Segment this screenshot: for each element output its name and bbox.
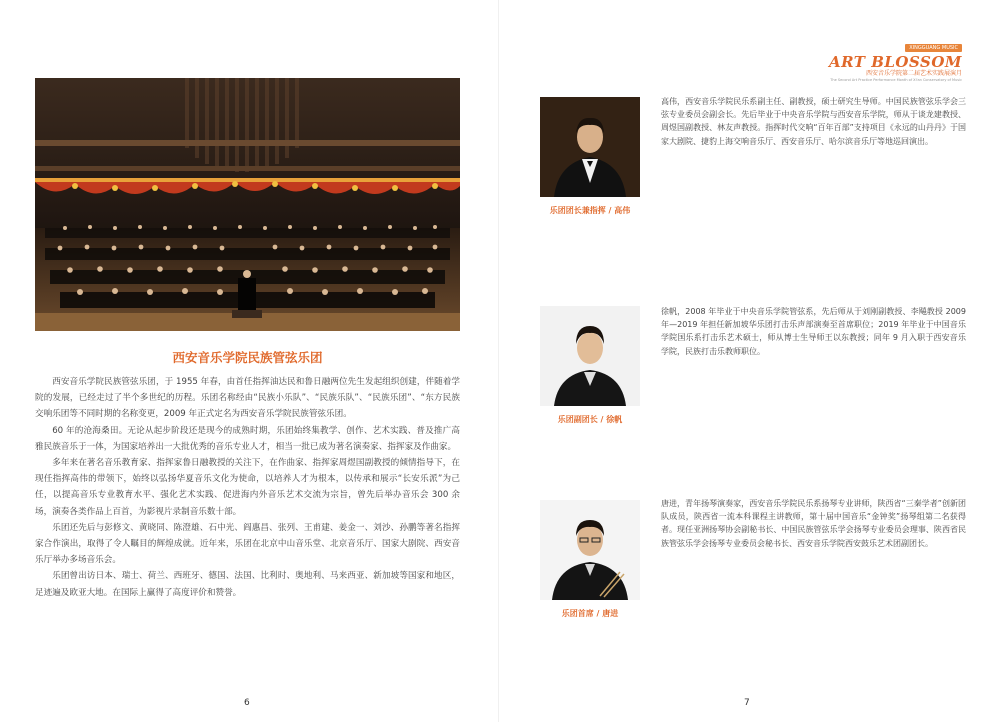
paragraph: 60 年的沧海桑田。无论从起步阶段还是现今的成熟时期，乐团始终集教学、创作、艺术实践、普及推广高雅民族音乐于一体，为国家培养出一大批优秀的音乐专业人才，相当一批已成为著名演奏家、指挥家及作曲家。 [35,425,460,452]
bio-tang-jin: 唐进，青年扬琴演奏家，西安音乐学院民乐系扬琴专业讲师，陕西省“三秦学者”创新团队成员，陕西省一流本科课程主讲教师，第十届中国音乐“金钟奖”扬琴组第二名获得者。现任亚洲扬琴协会副秘书长、中国民族管弦乐学会扬琴专业委员会理事、陕西省民族管弦乐学会扬琴专业委员会秘书长、西安音乐学院西安鼓乐艺术团副团长。 [661,499,966,548]
portrait-xu-fan [540,306,640,425]
portrait-caption: 乐团副团长 / 徐帆 [557,415,623,424]
paragraph: 西安音乐学院民族管弦乐团，于 1955 年春，由首任指挥油达民和鲁日融两位先生发起组织创建，伴随着学院的发展，已经走过了半个多世纪的历程。乐团名称经由“民族小乐队”、“民族乐队”、“民族乐团”、“东方民族交响乐团等不同时期的名称变更，2009 年正式定名为西安音乐学院民族管弦乐团。 [35,377,460,420]
page-number-right: 7 [744,698,750,708]
brand-subtitle: 西安音乐学院第二届艺术实践展演月 [865,70,962,77]
portrait-photo [540,500,640,600]
portrait-caption: 乐团首席 / 唐进 [561,609,619,618]
bio-xu-fan: 徐帆，2008 年毕业于中央音乐学院管弦系，先后师从于刘刚副教授、李飚教授 2009 年—2019 年担任新加坡华乐团打击乐声部演奏至首席职位；2019 年毕业于中国音乐学院国乐系打击乐艺术硕士，师从博士生导师王以东教授；同年 9 月入职于西安音乐学院，民族打击乐教师职位。 [661,307,966,356]
orchestra-description [35,374,460,601]
portrait-photo [540,97,640,197]
portrait-photo [540,306,640,406]
paragraph: 乐团还先后与彭修文、黄晓同、陈澄雄、石中光、阎惠昌、张列、王甫建、姜金一、刘沙、孙鹏等著名指挥家合作演出，取得了令人瞩目的辉煌成就。近年来，乐团在北京中山音乐堂、北京音乐厅、国家大剧院、西安音乐厅举办多场音乐会。 [35,522,460,566]
portrait-caption: 乐团团长兼指挥 / 高伟 [549,206,631,215]
paragraph: 多年来在著名音乐教育家、指挥家鲁日融教授的关注下，在作曲家、指挥家周煜国副教授的倾情指导下，在现任指挥高伟的带领下，始终以弘扬华夏音乐文化为使命，以培养人才为根本，以传承和展示“长安乐派”为己任，以提高音乐专业教育水平、强化艺术实践、促进海内外音乐艺术交流为宗旨，曾先后举办音乐会 300 余场，演奏各类作品上百首，为影视片录制音乐数十部。 [35,458,460,517]
bio-gao-wei: 高伟，西安音乐学院民乐系副主任、副教授，硕士研究生导师。中国民族管弦乐学会三弦专业委员会副会长。先后毕业于中央音乐学院与西安音乐学院，师从于谈龙建教授、周煜国副教授、林友声教授。指挥时代交响“百年百部”支持项目《永远的山丹丹》于国家大剧院、捷豹上海交响音乐厅、西安音乐厅、哈尔滨音乐厅等地巡回演出。 [661,97,966,146]
portrait-gao-wei [540,97,640,216]
portrait-tang-jin [540,500,640,619]
page-number-left: 6 [244,698,250,708]
brand-subsubtitle: The Second Art Practice Performance Month of Xi'an Conservatory of Music [830,78,962,82]
paragraph: 乐团曾出访日本、瑞士、荷兰、西班牙、德国、法国、比利时、奥地利、马来西亚、新加坡等国家和地区，足迹遍及欧亚大地。在国际上赢得了高度评价和赞誉。 [35,571,460,598]
orchestra-concert-photo [35,78,460,331]
art-blossom-logo [822,34,962,83]
brand-tag: XINGGUANG MUSIC [905,44,962,52]
orchestra-title: 西安音乐学院民族管弦乐团 [172,350,323,365]
brand-title: ART BLOSSOM [828,53,962,71]
page-gutter [498,0,499,722]
